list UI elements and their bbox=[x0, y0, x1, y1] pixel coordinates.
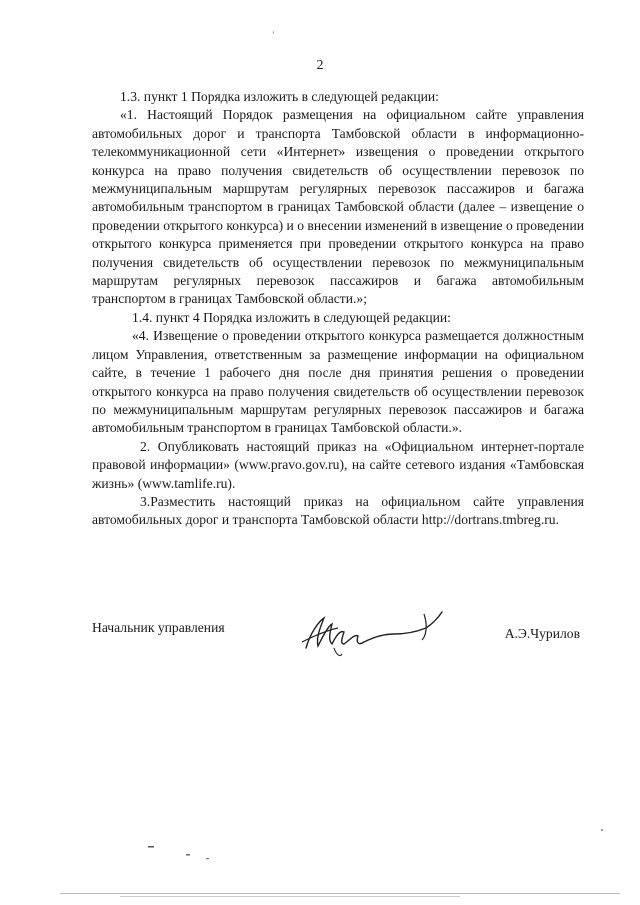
paragraph-3: 3.Разместить настоящий приказ на официальном сайте управления автомобильных дорог и транспорта Тамбовской области http://dortrans.tmbreg.ru. bbox=[92, 493, 584, 528]
document-body bbox=[92, 88, 584, 530]
signatory-title: Начальник управления bbox=[92, 620, 225, 635]
paragraph-2: 2. Опубликовать настоящий приказ на «Официальном интернет-портале правовой информации» (www.pravo.gov.ru), на сайте сетевого издания «Тамбовская жизнь» (www.tamlife.ru). bbox=[92, 438, 584, 491]
paragraph-1-4: 1.4. пункт 4 Порядка изложить в следующей редакции: bbox=[132, 309, 451, 325]
scan-mark: ʼ bbox=[272, 30, 275, 39]
paragraph-quote-4: «4. Извещение о проведении открытого конкурса размещается должностным лицом Управления, ответственным за размещение информации на официальном сайте, в течение 1 рабочего дня после дня принятия решения о проведении открытого конкурса на право получения свидетельств об осуществлении перевозок по межмуниципальным маршрутам регулярных перевозок пассажиров и багажа автомобильным транспортом в границах Тамбовской области.». bbox=[92, 328, 584, 436]
paragraph-quote-1: «1. Настоящий Порядок размещения на официальном сайте управления автомобильных дорог и транспорта Тамбовской области в информационно-телекоммуникационной сети «Интернет» извещения о проведении открытого конкурса на право получения свидетельств об осуществлении перевозок по межмуниципальным маршрутам регулярных перевозок пассажиров и багажа автомобильным транспортом в границах Тамбовской области (далее – извещение о проведении открытого конкурса) и о внесении изменений в извещение о проведении открытого конкурса применяется при проведении открытого конкурса на право получения свидетельств об осуществлении перевозок по межмуниципальным маршрутам регулярных перевозок пассажиров и багажа автомобильным транспортом в границах Тамбовской области.»; bbox=[92, 107, 584, 307]
signatory-name: А.Э.Чурилов bbox=[504, 626, 580, 641]
page-number: 2 bbox=[316, 58, 324, 73]
signature-block bbox=[92, 620, 584, 660]
paragraph-1-3: 1.3. пункт 1 Порядка изложить в следующей редакции: bbox=[120, 89, 439, 104]
handwritten-signature bbox=[298, 604, 448, 660]
